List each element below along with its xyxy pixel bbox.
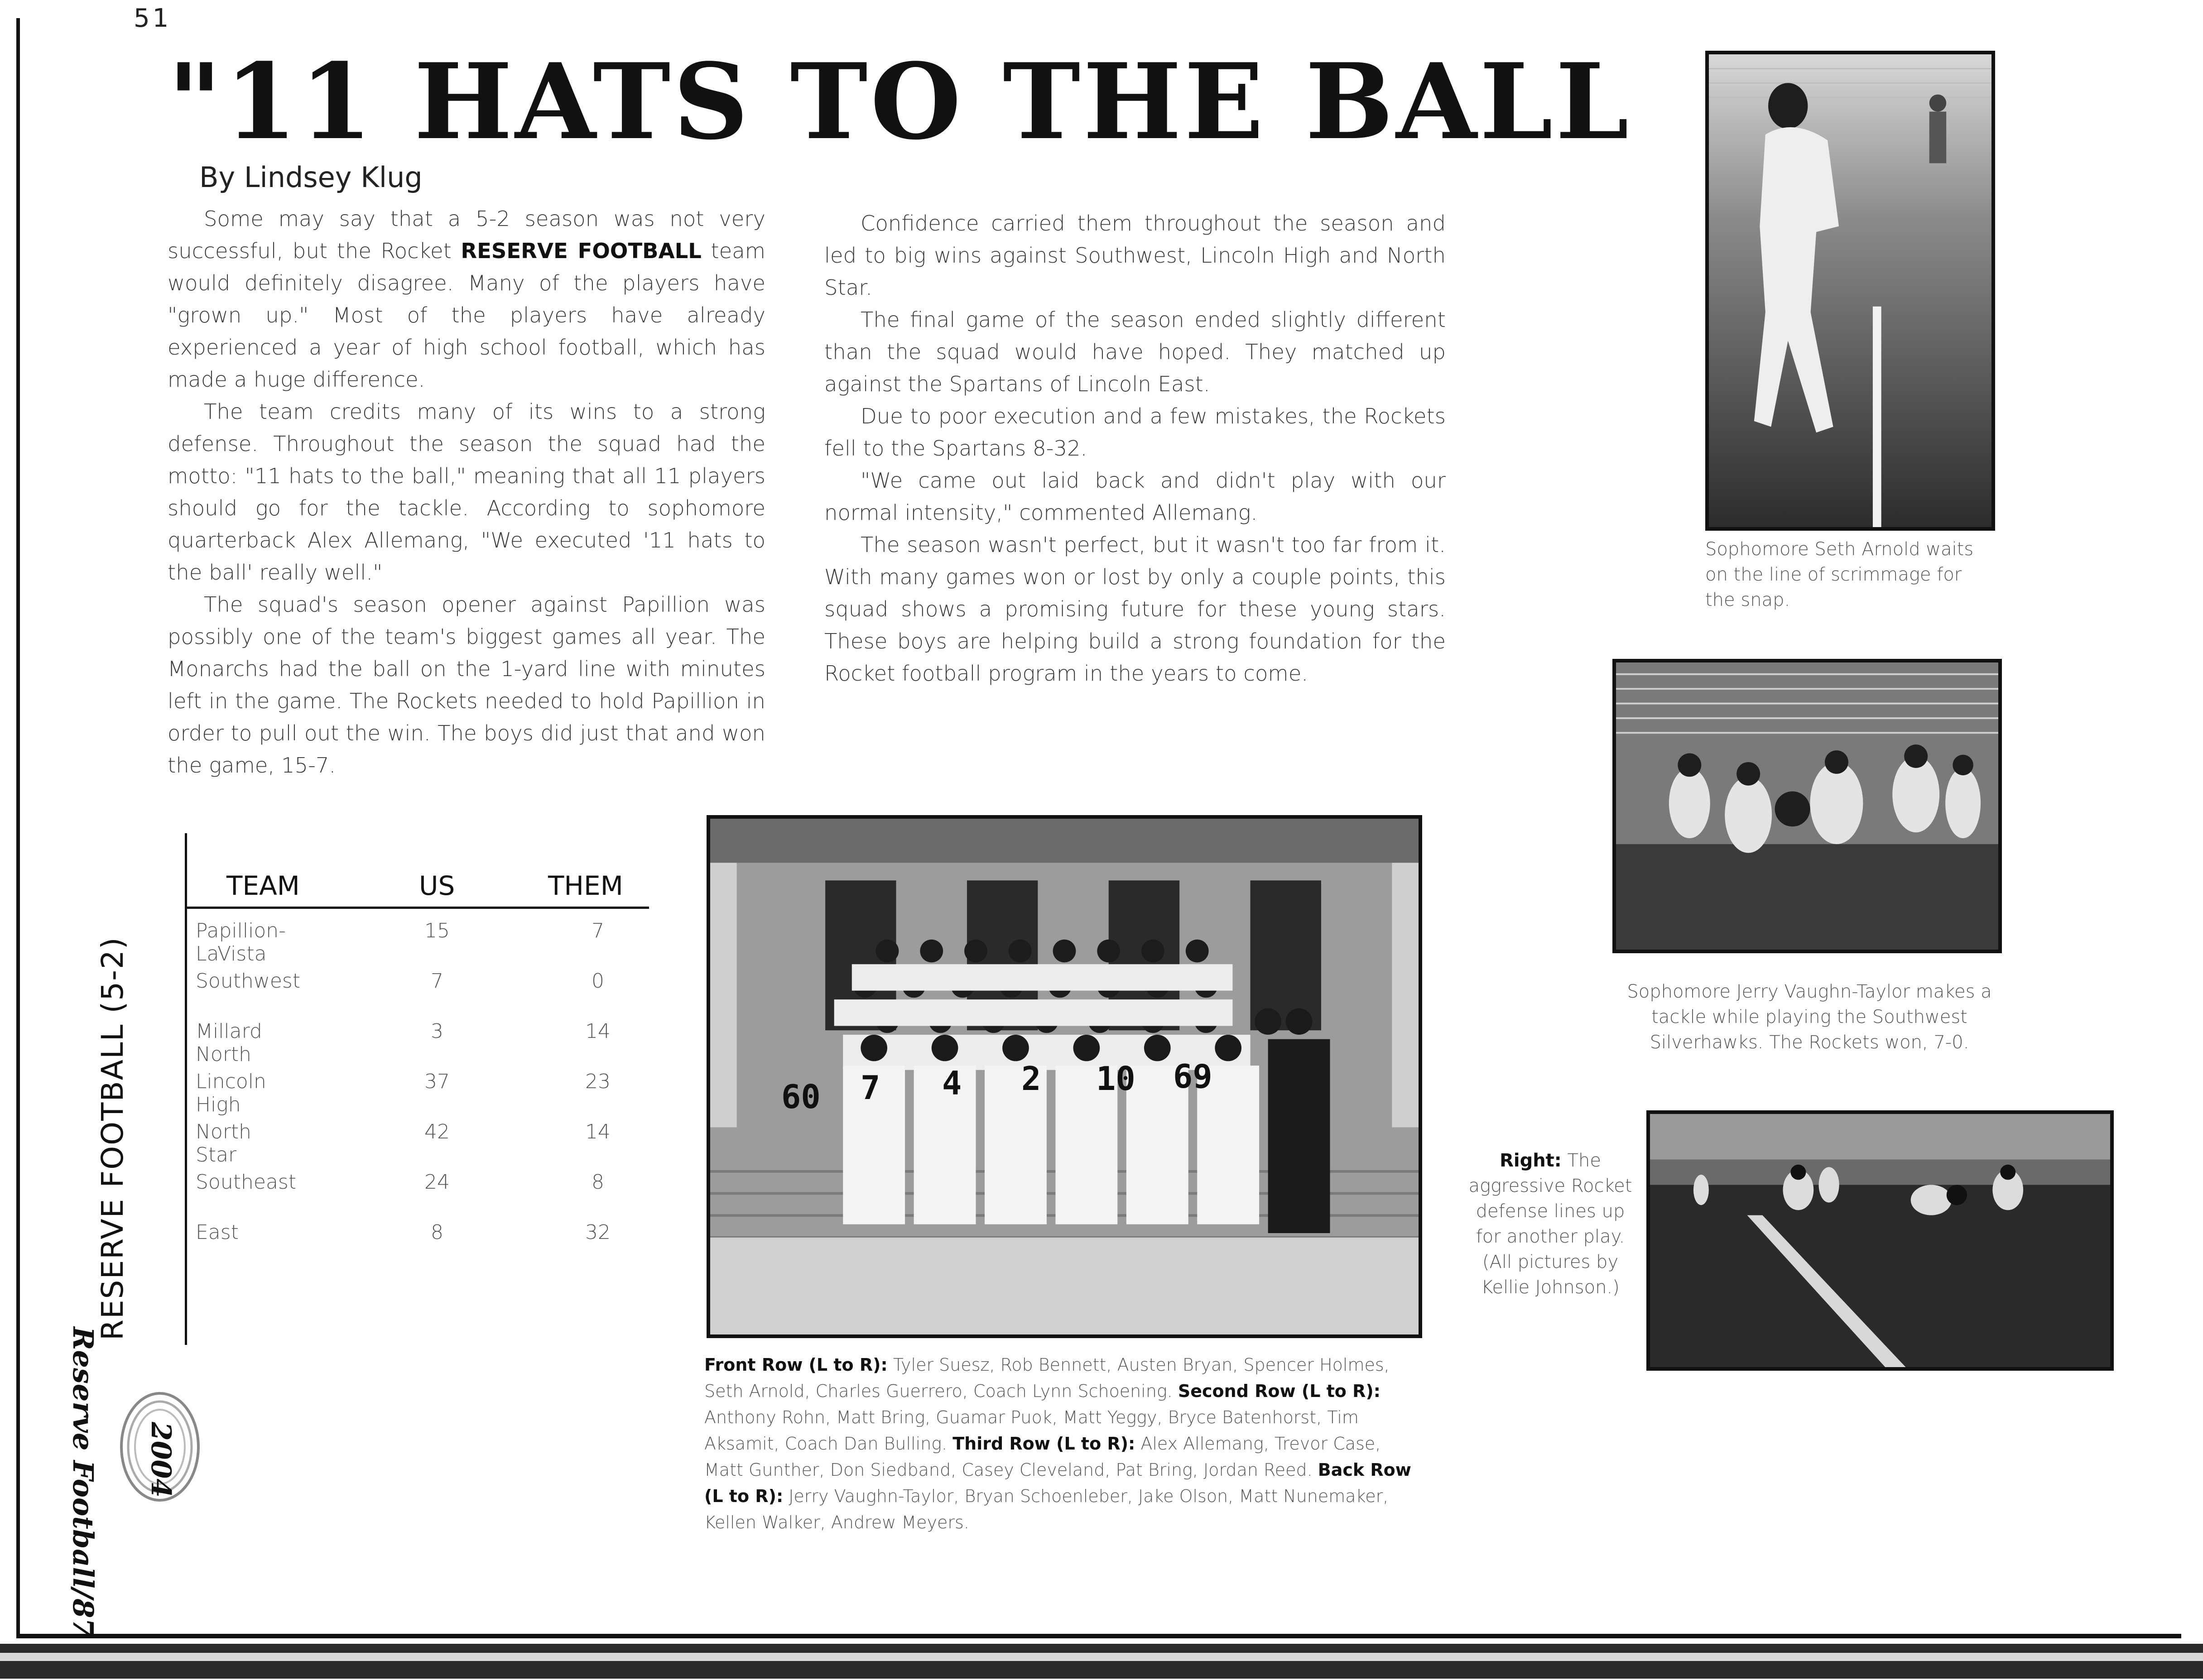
scoreboard-them: 7 <box>592 919 604 942</box>
scoreboard-them: 23 <box>585 1070 611 1093</box>
roster-row-label: Third Row (L to R): <box>952 1434 1135 1454</box>
page-left-rule <box>16 18 20 1635</box>
keyword-reserve-football: RESERVE FOOTBALL <box>461 239 702 263</box>
caption-team-roster <box>704 1352 1424 1536</box>
page-title: "11 HATS TO THE BALL <box>168 41 1632 163</box>
photo-defense-image <box>1650 1114 2110 1367</box>
jersey-number: 2 <box>1021 1060 1041 1098</box>
team-jersey-numbers <box>707 815 1422 1338</box>
photo-tackle-image <box>1616 662 1998 950</box>
caption-lead-right: Right: <box>1500 1150 1562 1171</box>
article-paragraph: Some may say that a 5-2 season was not very successful, but the Rocket RESERVE FOOTBALL team would definitely disagree. Many of the players have "grown up." Most of the players have already experienced a year of high school football, which has made a huge difference. <box>168 206 765 392</box>
scoreboard-side-label: RESERVE FOOTBALL (5-2) <box>95 936 130 1340</box>
scoreboard-us: 15 <box>424 919 450 942</box>
roster-names: Alex Allemang, Trevor Case, Matt Gunther, Don Siedband, Casey Cleveland, Pat Bring, Jordan Reed. <box>704 1434 1381 1480</box>
page-folio: Reserve Football/87 <box>67 1327 100 1638</box>
page-number: 51 <box>134 4 172 33</box>
scoreboard-team: Lincoln High <box>196 1070 266 1116</box>
article-paragraph: The squad's season opener against Papillion was possibly one of the team's biggest games all year. The Monarchs had the ball on the 1-yard line with minutes left in the game. The Rockets needed to hold Papillion in order to pull out the win. The boys did just that and won the game, 15-7. <box>168 592 765 778</box>
scoreboard-team: Papillion-LaVista <box>196 919 286 965</box>
caption-defense: Right: The aggressive Rocket defense lines up for another play. (All pictures by Kellie Johnson.) <box>1468 1150 1632 1298</box>
scoreboard-us: 37 <box>424 1070 450 1093</box>
scoreboard-us: 24 <box>424 1171 450 1194</box>
article-column-1 <box>168 203 765 782</box>
roster-names: Jerry Vaughn-Taylor, Bryan Schoenleber, Jake Olson, Matt Nunemaker, Kellen Walker, Andrew Meyers. <box>704 1486 1389 1532</box>
scoreboard-team: Millard North <box>196 1020 262 1066</box>
caption-tackle: Sophomore Jerry Vaughn-Taylor makes a tackle while playing the Southwest Silverhawks. The Rockets won, 7-0. <box>1627 981 1992 1053</box>
roster-names: Anthony Rohn, Matt Bring, Guamar Puok, Matt Yeggy, Bryce Batenhorst, Tim Aksamit, Coach Dan Bulling. <box>704 1407 1359 1454</box>
folio-container <box>50 1327 104 1680</box>
scoreboard-us: 8 <box>431 1221 443 1244</box>
jersey-number: 7 <box>861 1069 880 1107</box>
scoreboard-team: Southwest <box>196 970 301 993</box>
scoreboard-vertical-rule <box>185 833 187 1345</box>
article-paragraph: The final game of the season ended slightly different than the squad would have hoped. They matched up against the Spartans of Lincoln East. <box>824 307 1446 396</box>
article-paragraph: The team credits many of its wins to a strong defense. Throughout the season the squad had the motto: "11 hats to the ball," meaning that all 11 players should go for the tackle. According to sophomore quarterback Alex Allemang, "We executed '11 hats to the ball' really well." <box>168 399 765 585</box>
jersey-number: 60 <box>781 1078 821 1116</box>
year-label: 2004 <box>145 1422 177 1498</box>
scoreboard-header-us: US <box>419 870 455 901</box>
scan-bottom-stripe <box>0 1653 2203 1661</box>
scoreboard-us: 42 <box>424 1120 450 1143</box>
photo-seth-arnold-image <box>1709 54 1991 527</box>
jersey-number: 10 <box>1096 1060 1135 1098</box>
photo-seth-arnold <box>1705 51 1995 531</box>
scoreboard-them: 14 <box>585 1020 611 1043</box>
scoreboard-them: 32 <box>585 1221 611 1244</box>
jersey-number: 4 <box>942 1064 962 1102</box>
article-paragraph: The season wasn't perfect, but it wasn't too far from it. With many games won or lost by only a couple points, this squad shows a promising future for these young stars. These boys are helping build a strong foundation for the Rocket football program in the years to come. <box>824 533 1446 686</box>
roster-row-label: Second Row (L to R): <box>1178 1381 1380 1401</box>
scan-bottom-band <box>0 1644 2203 1679</box>
article-paragraph: Due to poor execution and a few mistakes, the Rockets fell to the Spartans 8-32. <box>824 404 1446 461</box>
scoreboard-team: East <box>196 1221 239 1244</box>
article-paragraph: Confidence carried them throughout the season and led to big wins against Southwest, Lincoln High and North Star. <box>824 211 1446 300</box>
scoreboard-them: 14 <box>585 1120 611 1143</box>
scoreboard-team: Southeast <box>196 1171 297 1194</box>
roster-row-label: Front Row (L to R): <box>704 1355 888 1375</box>
scoreboard-header-rule <box>185 907 649 909</box>
caption-seth-arnold: Sophomore Seth Arnold waits on the line of scrimmage for the snap. <box>1705 539 1974 610</box>
byline: By Lindsey Klug <box>199 161 423 194</box>
scoreboard-us: 3 <box>431 1020 443 1043</box>
scoreboard-header-them: THEM <box>548 870 623 901</box>
scoreboard-us: 7 <box>431 970 443 993</box>
page-bottom-rule <box>16 1634 2181 1638</box>
scoreboard-them: 0 <box>592 970 604 993</box>
scoreboard-team: North Star <box>196 1120 252 1166</box>
scoreboard-them: 8 <box>592 1171 604 1194</box>
photo-tackle <box>1612 659 2002 953</box>
roster-row-label: Back Row (L to R): <box>704 1460 1411 1506</box>
roster-names: Tyler Suesz, Rob Bennett, Austen Bryan, Spencer Holmes, Seth Arnold, Charles Guerrero, Coach Lynn Schoening. <box>704 1355 1390 1401</box>
jersey-number: 69 <box>1173 1057 1212 1095</box>
article-paragraph: "We came out laid back and didn't play with our normal intensity," commented Allemang. <box>824 468 1446 525</box>
scoreboard-header-team: TEAM <box>226 870 300 901</box>
article-column-2 <box>824 207 1446 690</box>
photo-defense <box>1646 1110 2114 1371</box>
